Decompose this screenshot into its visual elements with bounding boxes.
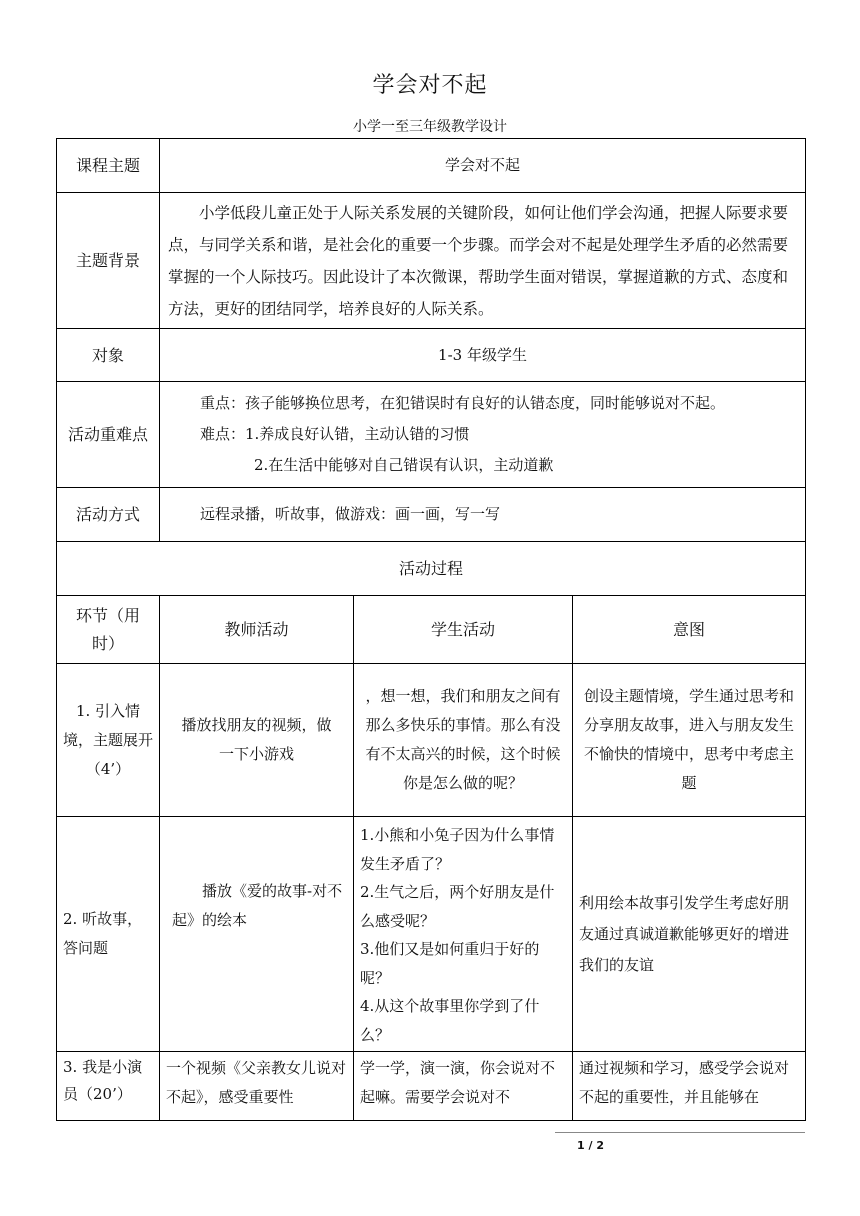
key-points-cell — [160, 382, 806, 488]
table-row — [57, 596, 806, 664]
table-row — [57, 139, 806, 193]
header-student: 学生活动 — [354, 596, 573, 664]
key-point-line: 难点：1.养成良好认错，主动认错的习惯 — [200, 425, 470, 443]
student-activity: ，想一想，我们和朋友之间有那么多快乐的事情。那么有没有不太高兴的时候，这个时候你是怎么做的呢？ — [354, 664, 573, 817]
table-row — [57, 817, 806, 1052]
method-value: 远程录播，听故事，做游戏：画一画，写一写 — [160, 488, 806, 542]
student-activity: 学一学，演一演，你会说对不起嘛。需要学会说对不 — [354, 1052, 573, 1121]
teacher-activity: 一个视频《父亲教女儿说对不起》，感受重要性 — [160, 1052, 354, 1121]
teacher-activity: 播放《爱的故事-对不起》的绘本 — [160, 817, 354, 1052]
question-item: 1.小熊和小兔子因为什么事情发生矛盾了？ — [360, 826, 555, 873]
table-row — [57, 382, 806, 488]
intent-cell: 创设主题情境，学生通过思考和分享朋友故事，进入与朋友发生不愉快的情境中，思考中考虑主题 — [573, 664, 806, 817]
step-cell: 2. 听故事，答问题 — [57, 817, 160, 1052]
key-point-line: 2.在生活中能够对自己错误有认识，主动道歉 — [254, 456, 554, 474]
intent-cell: 通过视频和学习，感受学会说对不起的重要性，并且能够在 — [573, 1052, 806, 1121]
document-title: 学会对不起 — [372, 73, 488, 98]
page-number: 1 / 2 — [577, 1139, 604, 1152]
target-value: 1-3 年级学生 — [160, 329, 806, 382]
footer-rule — [555, 1132, 805, 1133]
topic-value: 学会对不起 — [160, 139, 806, 193]
process-heading: 活动过程 — [57, 542, 806, 596]
row-label-background: 主题背景 — [57, 193, 160, 329]
lesson-plan-table — [56, 138, 806, 1121]
teacher-activity: 播放找朋友的视频，做一下小游戏 — [160, 664, 354, 817]
row-label-key-points: 活动重难点 — [57, 382, 160, 488]
row-label-topic: 课程主题 — [57, 139, 160, 193]
intent-cell: 利用绘本故事引发学生考虑好朋友通过真诚道歉能够更好的增进我们的友谊 — [573, 817, 806, 1052]
step-cell: 3. 我是小演员（20’） — [57, 1052, 160, 1121]
background-text: 小学低段儿童正处于人际关系发展的关键阶段，如何让他们学会沟通，把握人际要求要点，与同学关系和谐，是社会化的重要一个步骤。而学会对不起是处理学生矛盾的必然需要掌握的一个人际技巧。因此设计了本次微课，帮助学生面对错误，掌握道歉的方式、态度和方法，更好的团结同学，培养良好的人际关系。 — [160, 193, 806, 329]
step-cell: 1. 引入情境，主题展开（4’） — [57, 664, 160, 817]
question-item: 3.他们又是如何重归于好的呢？ — [360, 940, 540, 987]
row-label-method: 活动方式 — [57, 488, 160, 542]
table-row — [57, 488, 806, 542]
header-intent: 意图 — [573, 596, 806, 664]
question-item: 4.从这个故事里你学到了什么？ — [360, 997, 540, 1044]
table-row — [57, 1052, 806, 1121]
document-subtitle: 小学一至三年级教学设计 — [353, 119, 507, 135]
header-step: 环节（用时） — [57, 596, 160, 664]
key-point-line: 重点：孩子能够换位思考，在犯错误时有良好的认错态度，同时能够说对不起。 — [200, 394, 726, 412]
header-teacher: 教师活动 — [160, 596, 354, 664]
student-activity — [354, 817, 573, 1052]
table-row — [57, 542, 806, 596]
table-row — [57, 329, 806, 382]
table-row — [57, 193, 806, 329]
table-row — [57, 664, 806, 817]
row-label-target: 对象 — [57, 329, 160, 382]
question-item: 2.生气之后，两个好朋友是什么感受呢？ — [360, 883, 555, 930]
